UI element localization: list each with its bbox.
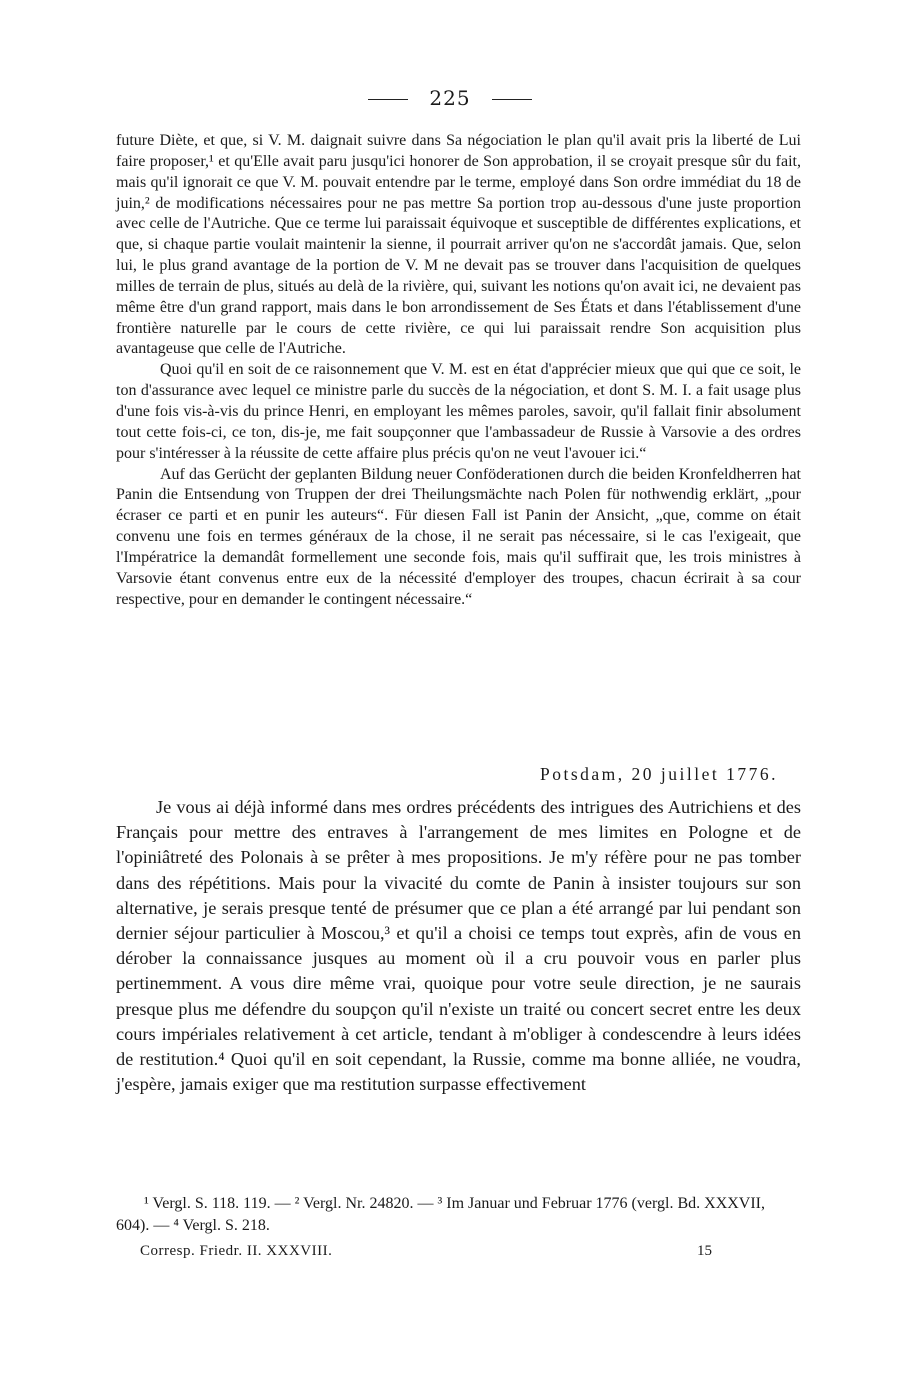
footnote-text: ¹ Vergl. S. 118. 119. — ² Vergl. Nr. 24820. — ³ Im Januar und Februar 1776 (vergl. Bd. XXXVII, 604). — ⁴ Vergl. S. 218.: [116, 1195, 766, 1234]
signature-number: 15: [697, 1243, 712, 1259]
footnotes: [116, 1193, 801, 1237]
page-number: 225: [429, 86, 471, 110]
letter-body: [116, 795, 801, 1097]
letter-paragraph: Je vous ai déjà informé dans mes ordres précédents des intrigues des Autrichiens et des Français pour mettre des entraves à l'arrangement de mes limites en Pologne et de l'opiniâtreté des Polonais à se prêter à mes propositions. Je m'y réfère pour ne pas tomber dans des répétitions. Mais pour la vivacité du comte de Panin à insister toujours sur son alternative, je serais presque tenté de présumer que ce plan a été arrangé par lui pendant son dernier séjour particulier à Moscou,³ et qu'il a choisi ce temps tout exprès, afin de vous en dérober la connaissance jusques au moment où il a cru pouvoir vous en parler plus pertinemment. A vous dire même vrai, quoique pour votre seule direction, je ne saurais presque plus me défendre du soupçon qu'il n'existe un traité ou concert secret entre les deux cours impériales relativement à cet article, tendant à m'obliger à condescendre à leurs idées de restitution.⁴ Quoi qu'il en soit cependant, la Russie, comme ma bonne alliée, ne voudra, j'espère, jamais exiger que ma restitution surpasse effectivement: [116, 797, 801, 1095]
signature-mark: Corresp. Friedr. II. XXXVIII.: [140, 1243, 333, 1259]
header-rule-left: [368, 99, 408, 100]
report-excerpt: [116, 131, 801, 610]
report-paragraph: future Diète, et que, si V. M. daignait suivre dans Sa négociation le plan qu'il avait pris la liberté de Lui faire proposer,¹ et qu'Elle avait paru jusqu'ici honorer de Son approbation, il se croyait presque sûr du fait, mais qu'il ignorait ce que V. M. pouvait entendre par le terme, employé dans Son ordre immédiat du 18 de juin,² de modifications nécessaires pour ne pas mettre Sa portion trop au-dessous d'une juste proportion avec celle de l'Autriche. Que ce terme lui paraissait équivoque et susceptible de différentes explications, et que, si chaque partie voulait maintenir la sienne, il pourrait arriver qu'on ne s'accordât jamais. Que, selon lui, le plus grand avantage de la portion de V. M ne devait pas se trouver dans l'acquisition de quelques milles de terrain de plus, situés au delà de la rivière, qui, suivant les notions qu'on avait ici, ne devaient pas même être d'un grand rapport, mais dans le bon arrondissement de Ses États et dans l'établissement d'une frontière naturelle par le cours de cette rivière, ce qui lui paraissait rendre Son acquisition plus avantageuse que celle de l'Autriche.: [116, 132, 801, 358]
letter-dateline: Potsdam, 20 juillet 1776.: [540, 764, 778, 784]
report-paragraph: Quoi qu'il en soit de ce raisonnement que V. M. est en état d'apprécier mieux que qui que ce soit, le ton d'assurance avec lequel ce ministre parle du succès de la négociation, et dont S. M. I. a fait usage plus d'une fois vis-à-vis du prince Henri, en employant les mêmes paroles, savoir, qu'il fallait finir absolument tout cette fois-ci, ce ton, dis-je, me fait soupçonner que l'ambassadeur de Russie à Varsovie a des ordres pour s'intéresser à la réussite de cette affaire plus précis qu'on ne veut l'avouer ici.“: [116, 361, 801, 462]
header-rule-right: [492, 99, 532, 100]
page-header: [0, 86, 900, 110]
summary-paragraph: Auf das Gerücht der geplanten Bildung neuer Conföderationen durch die beiden Kronfeldherren hat Panin die Entsendung von Truppen der drei Theilungsmächte nach Polen für nothwendig erklärt, „pour écraser ce parti et en punir les auteurs“. Für diesen Fall ist Panin der Ansicht, „que, comme on était convenu une fois en termes généraux de la chose, il ne serait pas nécessaire, si le cas l'exigeait, que l'Impératrice la demandât formellement une seconde fois, mais qu'il suffirait que, les trois ministres à Varsovie étant convenus entre eux de la nécessité d'employer des troupes, chacun écrirait à sa cour respective, pour en demander le contingent nécessaire.“: [116, 465, 801, 608]
